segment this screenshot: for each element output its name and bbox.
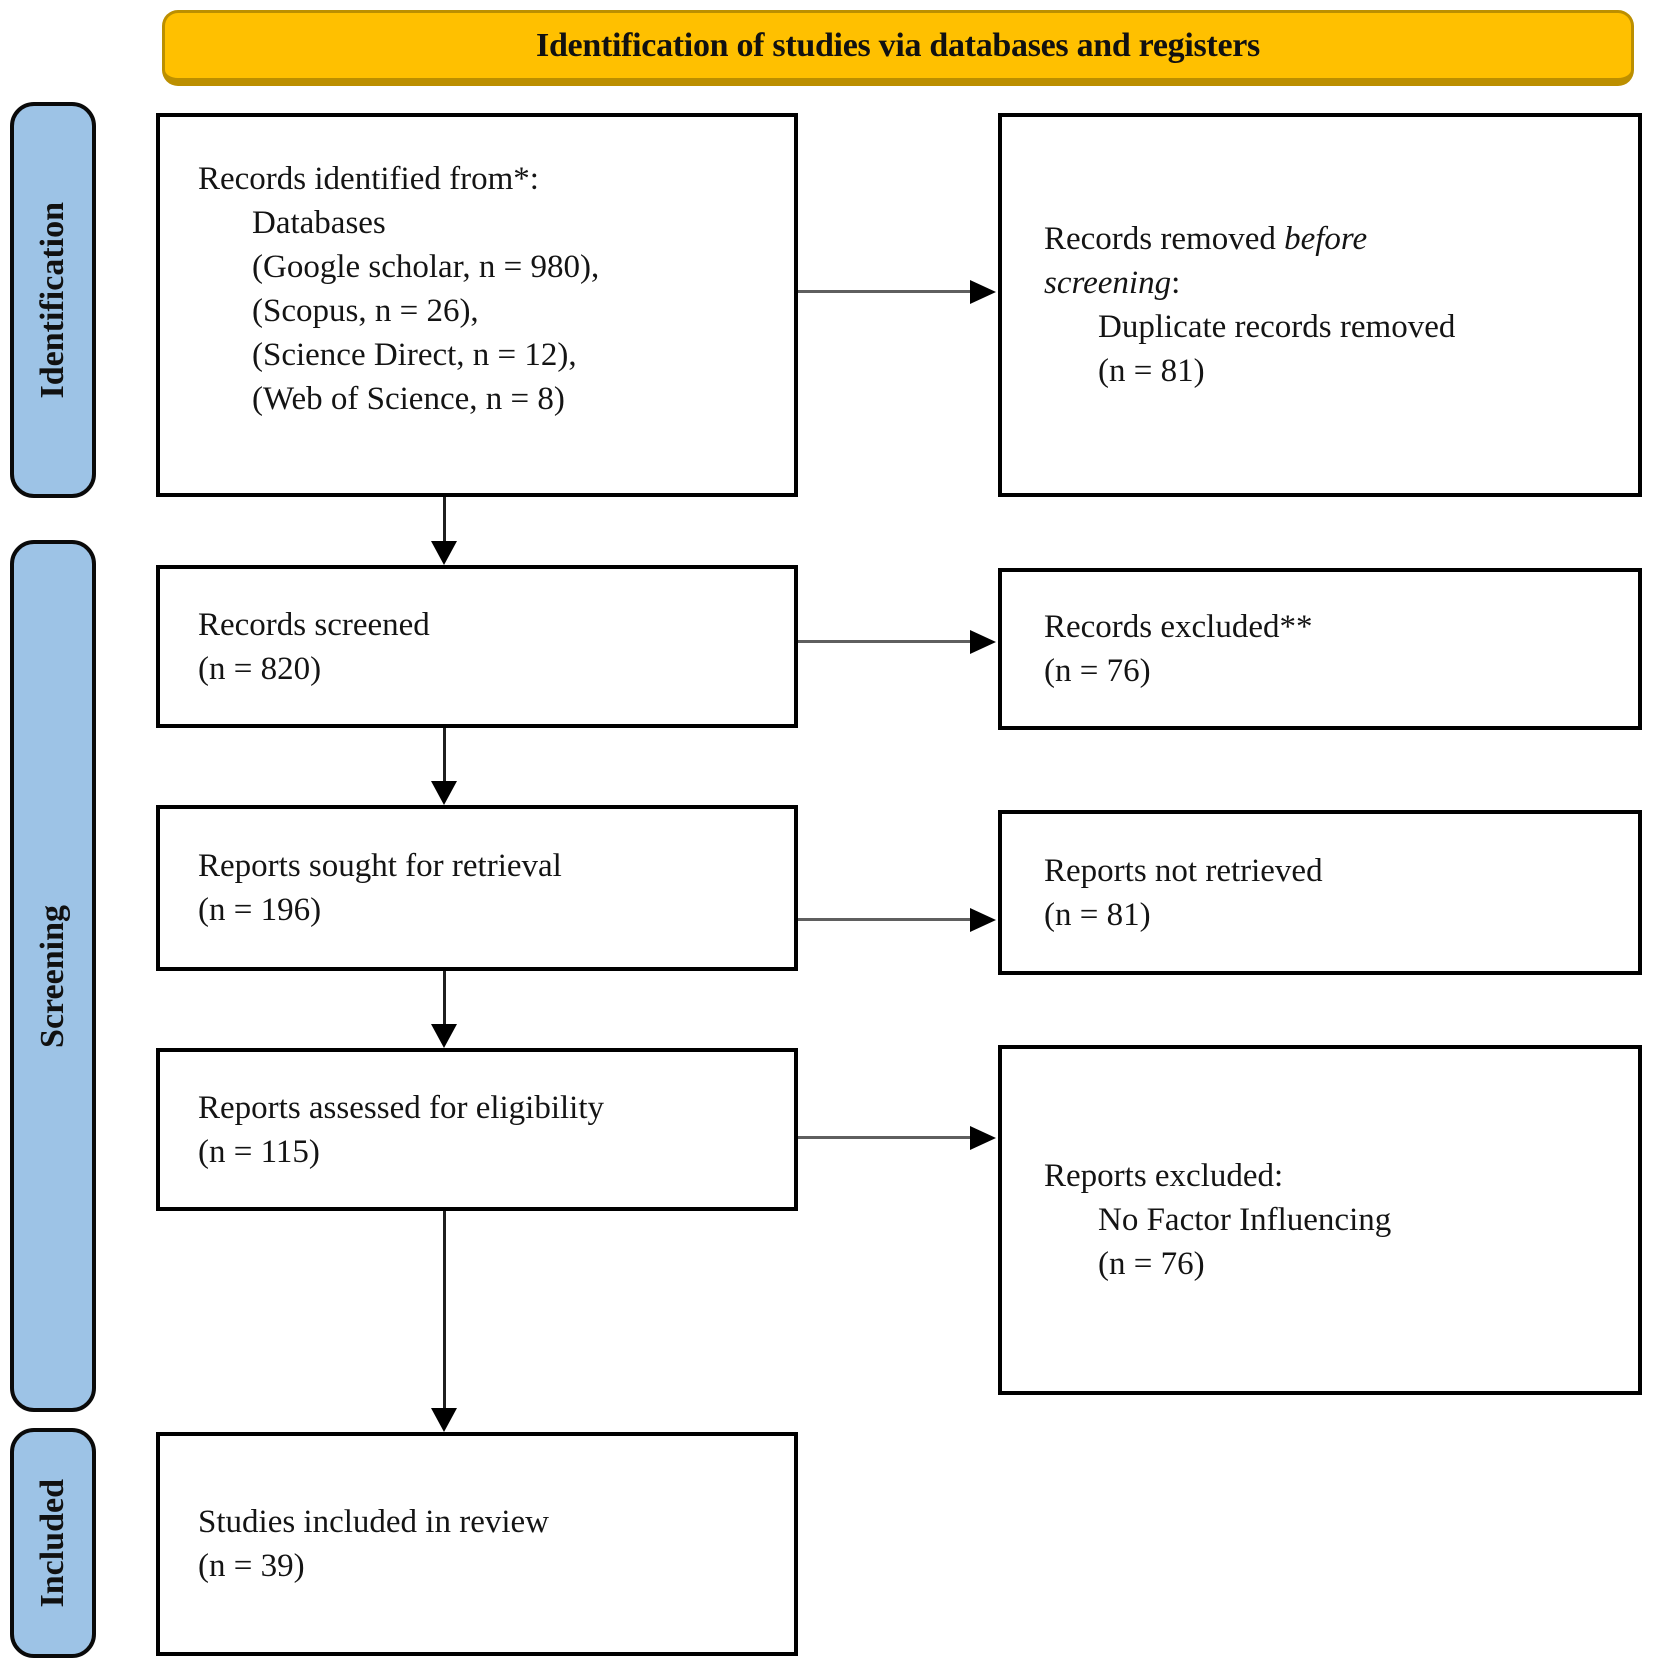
arrow-assessed-to-included-line: [443, 1211, 446, 1408]
arrow-identified-to-screened-line: [443, 497, 446, 543]
arrow-screened-to-sought-head: [431, 781, 457, 805]
box-reports-assessed: [156, 1048, 798, 1211]
banner-title: Identification of studies via databases and registers: [536, 26, 1260, 64]
box-line: (Web of Science, n = 8): [252, 381, 565, 417]
box-records-screened: [156, 565, 798, 728]
stage-label-identification-text: Identification: [34, 201, 71, 399]
box-records-removed-before-screening: [998, 113, 1642, 497]
box-line: Reports not retrieved: [1044, 852, 1323, 889]
stage-label-screening: [10, 540, 96, 1412]
stage-label-identification: [10, 102, 96, 498]
box-reports-excluded: [998, 1045, 1642, 1395]
box-studies-included: [156, 1432, 798, 1656]
stage-label-included-text: Included: [34, 1478, 71, 1608]
stage-label-included: [10, 1428, 96, 1658]
arrow-assessed-to-reportsexcluded-head: [970, 1126, 996, 1150]
box-count: (n = 81): [1098, 353, 1205, 389]
box-count: (n = 81): [1044, 896, 1151, 933]
box-line: Duplicate records removed: [1098, 309, 1456, 345]
arrow-identified-to-removed-head: [970, 280, 996, 304]
arrow-screened-to-excluded-line: [798, 640, 970, 643]
box-line: Studies included in review: [198, 1504, 550, 1540]
arrow-identified-to-removed-line: [798, 290, 970, 293]
arrow-sought-to-notretrieved-head: [970, 908, 996, 932]
arrow-assessed-to-included-head: [431, 1408, 457, 1432]
box-line: Reports excluded:: [1044, 1158, 1284, 1194]
box-line: Records excluded**: [1044, 609, 1313, 645]
banner: [162, 10, 1634, 86]
box-line: [1044, 261, 1618, 305]
arrow-screened-to-excluded-head: [970, 630, 996, 654]
box-line: (Scopus, n = 26),: [252, 293, 479, 329]
box-count: (n = 820): [198, 650, 322, 687]
arrow-sought-to-assessed-line: [443, 971, 446, 1024]
box-line: No Factor Influencing: [1098, 1202, 1392, 1238]
arrow-assessed-to-reportsexcluded-line: [798, 1136, 970, 1139]
box-count: (n = 76): [1098, 1246, 1205, 1282]
arrow-sought-to-notretrieved-line: [798, 918, 970, 921]
box-records-excluded: [998, 568, 1642, 730]
box-reports-not-retrieved: [998, 810, 1642, 975]
arrow-screened-to-sought-line: [443, 728, 446, 781]
box-line: Reports sought for retrieval: [198, 848, 562, 884]
text-segment: :: [1171, 265, 1181, 301]
box-line: Databases: [252, 205, 386, 241]
box-line: Records identified from*:: [198, 161, 539, 197]
box-count: (n = 115): [198, 1133, 320, 1170]
box-count: (n = 76): [1044, 653, 1151, 689]
box-line: (Google scholar, n = 980),: [252, 249, 600, 285]
text-segment: Records removed: [1044, 221, 1285, 257]
stage-label-screening-text: Screening: [34, 904, 71, 1048]
box-line: [1044, 217, 1618, 261]
text-segment-italic: before: [1284, 221, 1368, 257]
box-count: (n = 196): [198, 892, 322, 928]
box-count: (n = 39): [198, 1548, 305, 1584]
text-segment-italic: screening: [1044, 265, 1172, 301]
box-line: Records screened: [198, 606, 430, 643]
box-reports-sought: [156, 805, 798, 971]
box-records-identified: [156, 113, 798, 497]
box-line: (Science Direct, n = 12),: [252, 337, 577, 373]
arrow-sought-to-assessed-head: [431, 1024, 457, 1048]
box-line: Reports assessed for eligibility: [198, 1089, 605, 1126]
arrow-identified-to-screened-head: [431, 541, 457, 565]
